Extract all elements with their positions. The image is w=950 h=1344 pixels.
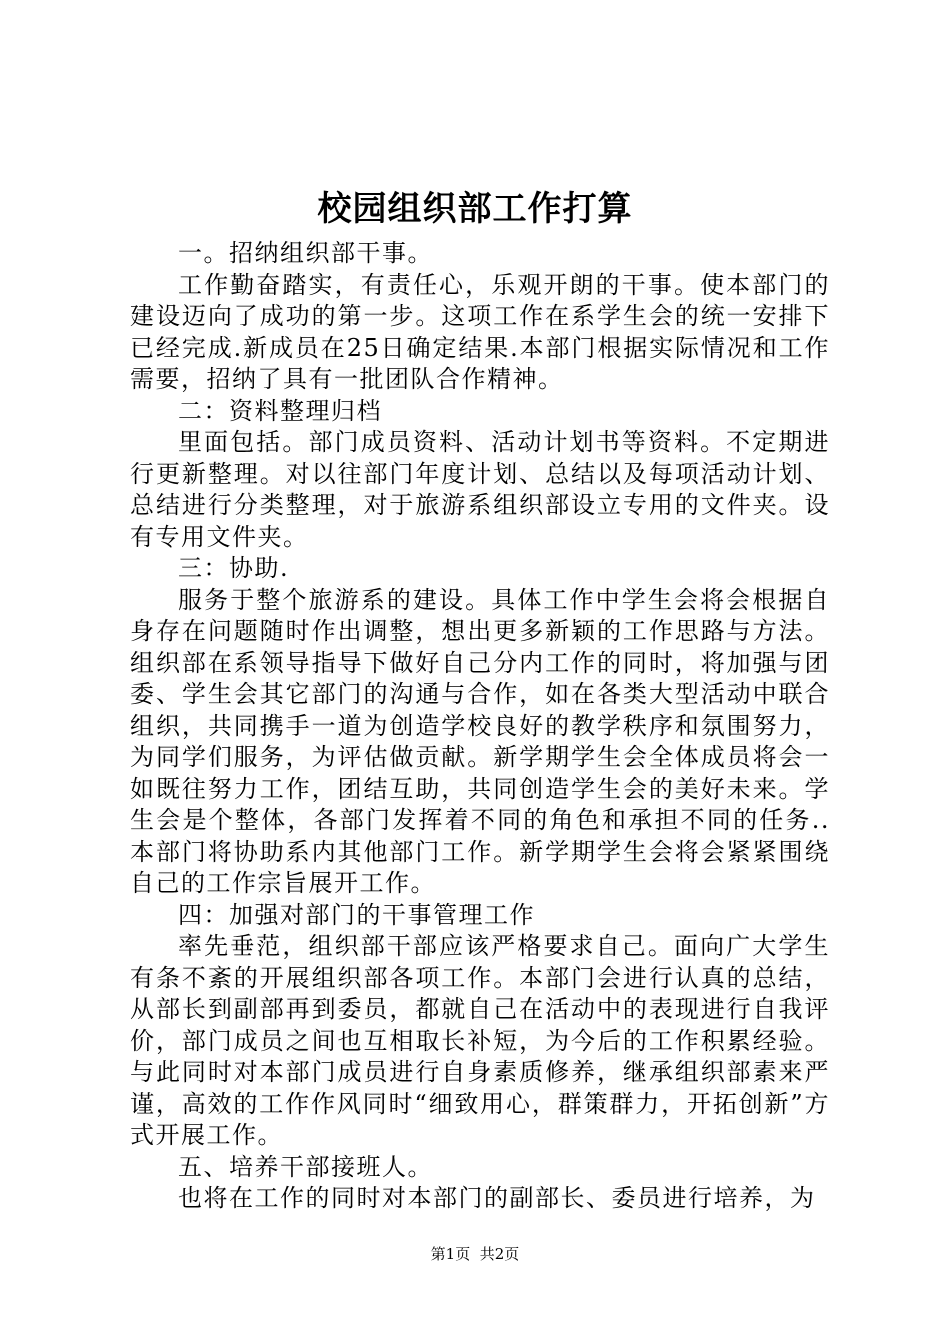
footer-spacer bbox=[470, 1245, 480, 1263]
document-title: 校园组织部工作打算 bbox=[317, 189, 633, 229]
heading-1: 一。招纳组织部干事。 bbox=[178, 239, 433, 267]
paragraph-2: 里面包括。部门成员资料、活动计划书等资料。不定期进行更新整理。对以往部门年度计划、总结以及每项活动计划、总结进行分类整理，对于旅游系组织部设立专用的文件夹。设有专用文件夹。 bbox=[130, 428, 830, 551]
page-footer bbox=[0, 1244, 950, 1264]
paragraph-1: 工作勤奋踏实，有责任心，乐观开朗的干事。使本部门的建设迈向了成功的第一步。这项工作在系学生会的统一安排下已经完成.新成员在25日确定结果.本部门根据实际情况和工作需要，招纳了具有一批团队合作精神。 bbox=[130, 270, 830, 393]
page-total: 共2页 bbox=[479, 1245, 520, 1263]
heading-2: 二：资料整理归档 bbox=[178, 396, 382, 425]
heading-4: 四：加强对部门的干事管理工作 bbox=[178, 900, 535, 929]
document-body bbox=[130, 238, 830, 1215]
paragraph-3: 服务于整个旅游系的建设。具体工作中学生会将会根据自身存在问题随时作出调整，想出更多新颖的工作思路与方法。组织部在系领导指导下做好自己分内工作的同时，将加强与团委、学生会其它部门的沟通与合作，如在各类大型活动中联合组织，共同携手一道为创造学校良好的教学秩序和氛围努力，为同学们服务，为评估做贡献。新学期学生会全体成员将会一如既往努力工作，团结互助，共同创造学生会的美好未来。学生会是个整体，各部门发挥着不同的角色和承担不同的任务..本部门将协助系内其他部门工作。新学期学生会将会紧紧围绕自己的工作宗旨展开工作。 bbox=[130, 585, 830, 897]
heading-3: 三：协助. bbox=[178, 554, 290, 582]
page-number: 第1页 bbox=[430, 1245, 471, 1263]
paragraph-4: 率先垂范，组织部干部应该严格要求自己。面向广大学生有条不紊的开展组织部各项工作。本部门会进行认真的总结，从部长到副部再到委员，都就自己在活动中的表现进行自我评价，部门成员之间也互相取长补短，为今后的工作积累经验。与此同时对本部门成员进行自身素质修养，继承组织部素来严谨，高效的工作作风同时“细致用心，群策群力，开拓创新”方式开展工作。 bbox=[130, 932, 830, 1149]
paragraph-5: 也将在工作的同时对本部门的副部长、委员进行培养，为 bbox=[178, 1184, 816, 1212]
heading-5: 五、培养干部接班人。 bbox=[178, 1152, 433, 1181]
